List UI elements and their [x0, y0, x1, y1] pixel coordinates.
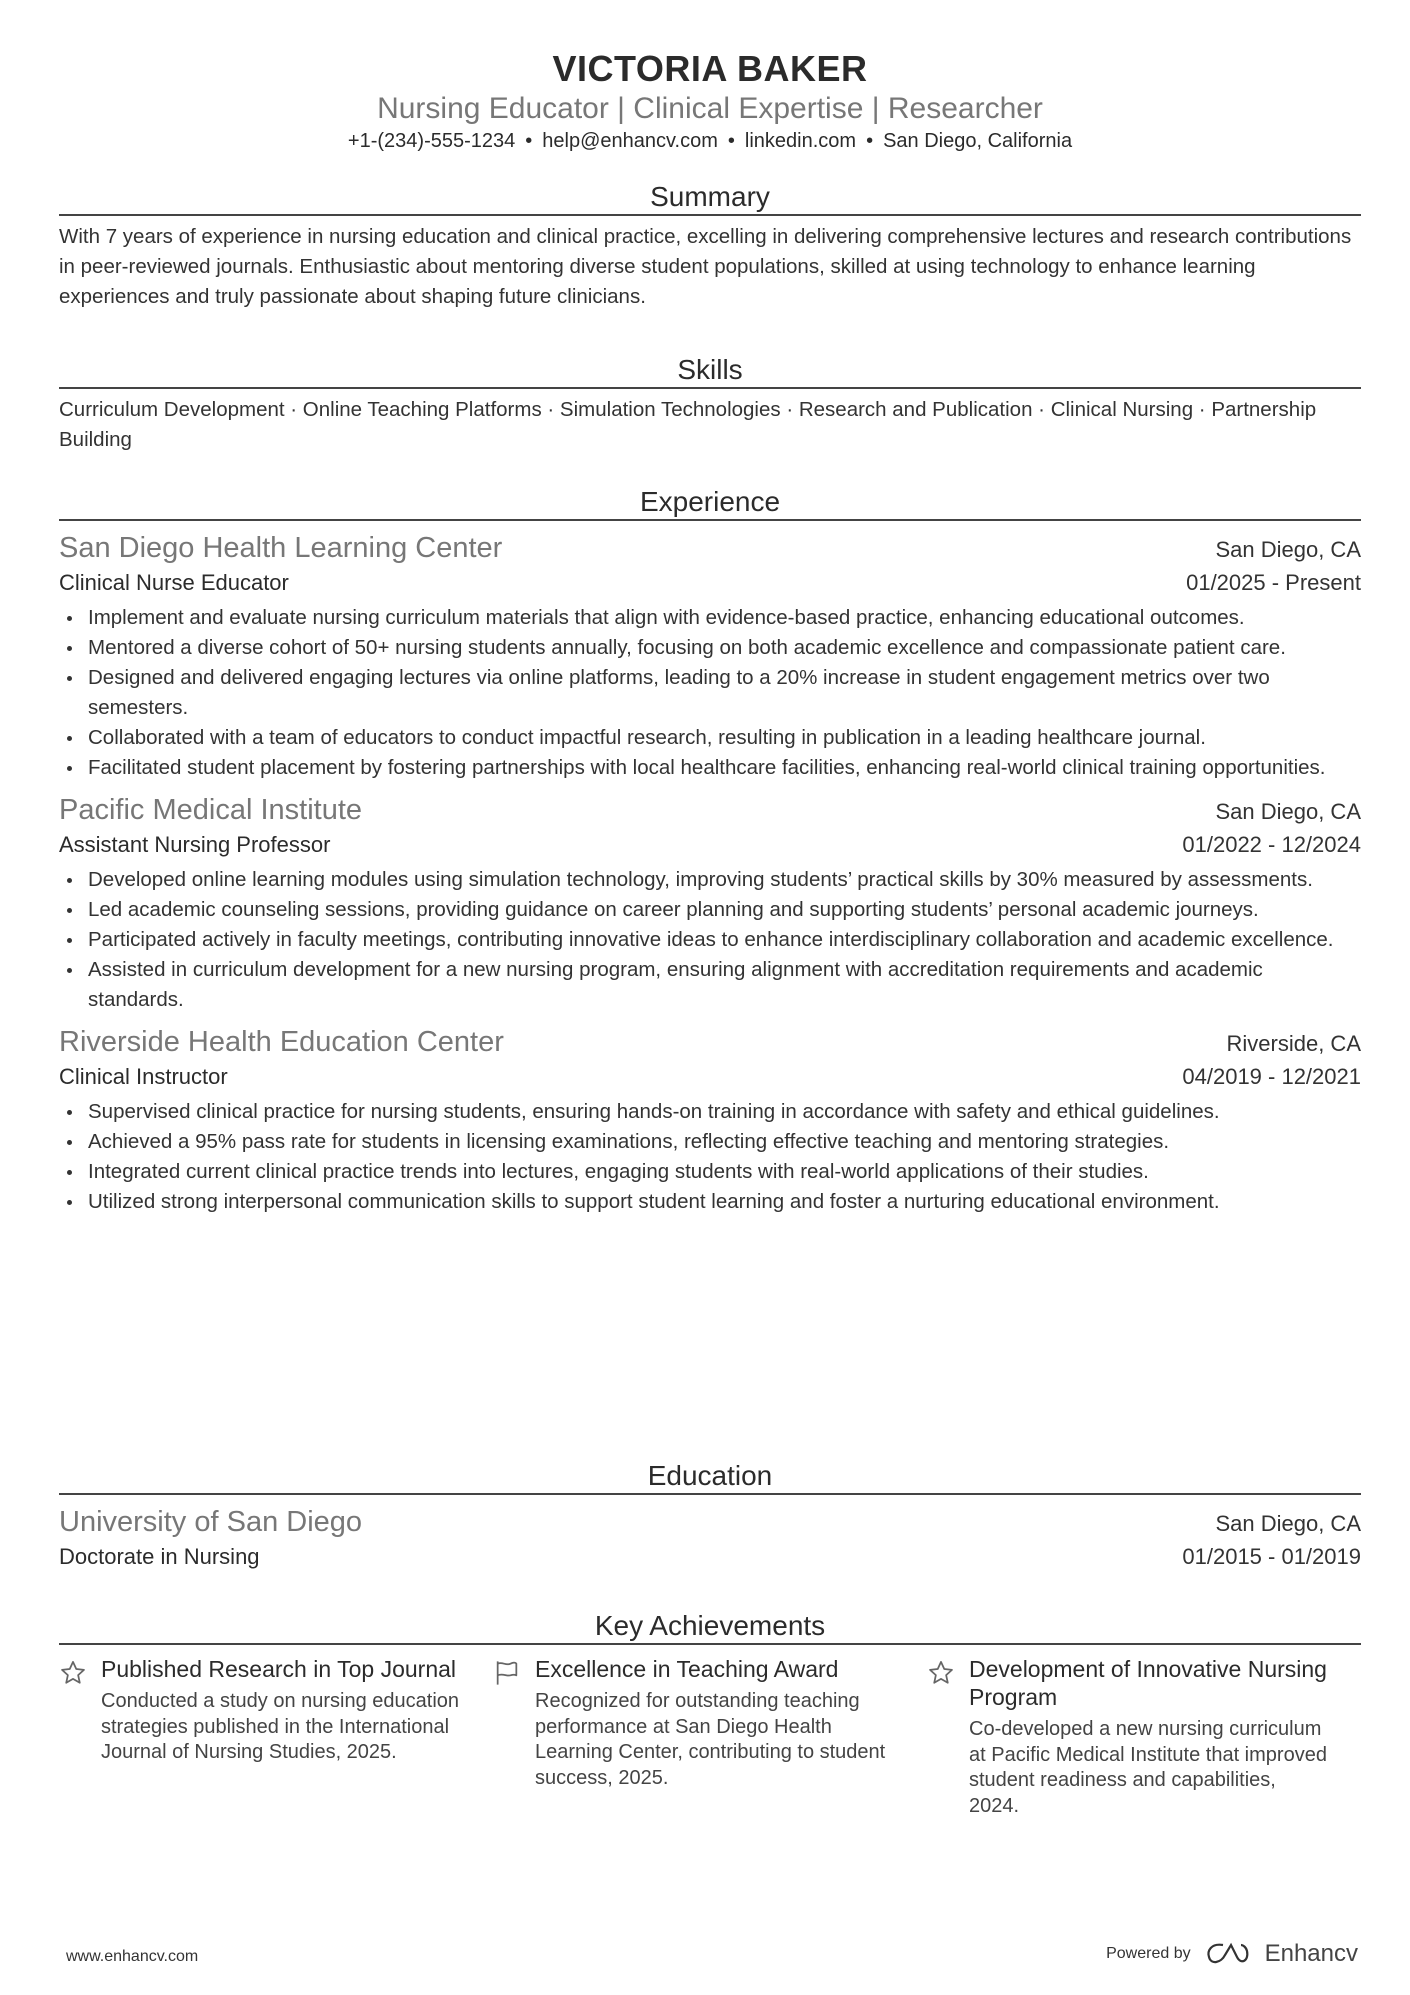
bullet-item: Developed online learning modules using simulation technology, improving students’ practical skills by 30% measured by assessments. [59, 865, 1361, 895]
job-role: Assistant Nursing Professor [59, 832, 331, 857]
school-name: University of San Diego [59, 1506, 363, 1538]
education-entry [59, 1503, 1361, 1573]
bullet-item: Participated actively in faculty meetings, contributing innovative ideas to enhance interdisciplinary collaboration and academic excellence. [59, 925, 1361, 955]
bullet-item: Utilized strong interpersonal communication skills to support student learning and foster a nurturing educational environment. [59, 1187, 1361, 1217]
star-icon [59, 1655, 101, 1819]
company-name: Pacific Medical Institute [59, 794, 363, 826]
footer-branding [1106, 1940, 1358, 1968]
phone: +1-(234)-555-1234 [347, 130, 516, 152]
separator: • [727, 130, 735, 152]
job-entry [59, 529, 1361, 783]
bullet-item: Achieved a 95% pass rate for students in licensing examinations, reflecting effective teaching and mentoring strategies. [59, 1127, 1361, 1157]
company-name: Riverside Health Education Center [59, 1026, 504, 1058]
section-heading: Experience [59, 483, 1361, 521]
job-bullets [59, 865, 1361, 1015]
achievement-description: Recognized for outstanding teaching performance at San Diego Health Learning Center, contributing to student success, 2025. [535, 1690, 886, 1789]
job-entry [59, 1023, 1361, 1217]
company-name: San Diego Health Learning Center [59, 532, 503, 564]
job-location: San Diego, CA [1215, 799, 1361, 824]
job-location: Riverside, CA [1226, 1031, 1361, 1056]
footer-website[interactable]: www.enhancv.com [66, 1948, 199, 1965]
skills-text: Curriculum Development · Online Teaching Platforms · Simulation Technologies · Research and Publication · Clinical Nursing · Partnership Building [59, 398, 1317, 451]
degree: Doctorate in Nursing [59, 1544, 260, 1569]
job-entry [59, 791, 1361, 1015]
job-dates: 04/2019 - 12/2021 [1182, 1064, 1361, 1089]
bullet-item: Facilitated student placement by fostering partnerships with local healthcare facilities, enhancing real-world clinical training opportunities. [59, 753, 1361, 783]
achievement-title: Development of Innovative Nursing Program [969, 1656, 1327, 1710]
job-role: Clinical Nurse Educator [59, 570, 289, 595]
experience-section [59, 483, 1361, 1217]
summary-text: With 7 years of experience in nursing education and clinical practice, excelling in delivering comprehensive lectures and research contributions in peer-reviewed journals. Enthusiastic about mentoring diverse student populations, skilled at using technology to enhance learning experiences and truly passionate about shaping future clinicians. [59, 225, 1352, 308]
school-location: San Diego, CA [1215, 1511, 1361, 1536]
bullet-item: Supervised clinical practice for nursing students, ensuring hands-on training in accordance with safety and ethical guidelines. [59, 1097, 1361, 1127]
section-heading: Skills [59, 351, 1361, 389]
achievement-description: Conducted a study on nursing education strategies published in the International Journal of Nursing Studies, 2025. [101, 1690, 460, 1763]
achievement-item [59, 1655, 493, 1819]
section-heading: Education [59, 1457, 1361, 1495]
job-bullets [59, 1097, 1361, 1217]
brand-name: Enhancv [1264, 1940, 1358, 1967]
achievement-description: Co-developed a new nursing curriculum at Pacific Medical Institute that improved student readiness and capabilities, 2024. [969, 1718, 1327, 1817]
bullet-item: Led academic counseling sessions, providing guidance on career planning and supporting students’ personal academic journeys. [59, 895, 1361, 925]
achievement-title: Excellence in Teaching Award [535, 1656, 839, 1682]
bullet-item: Collaborated with a team of educators to conduct impactful research, resulting in publication in a leading healthcare journal. [59, 723, 1361, 753]
job-bullets [59, 603, 1361, 783]
email[interactable]: help@enhancv.com [542, 130, 718, 152]
skills-section [59, 351, 1361, 455]
achievement-title: Published Research in Top Journal [101, 1656, 457, 1682]
bullet-item: Mentored a diverse cohort of 50+ nursing students annually, focusing on both academic excellence and compassionate patient care. [59, 633, 1361, 663]
job-location: San Diego, CA [1215, 537, 1361, 562]
powered-by-label: Powered by [1106, 1945, 1191, 1962]
section-heading: Key Achievements [59, 1607, 1361, 1645]
achievement-item [927, 1655, 1361, 1819]
achievements-section [59, 1607, 1361, 1819]
candidate-name: VICTORIA BAKER [552, 48, 868, 89]
job-dates: 01/2025 - Present [1186, 570, 1361, 595]
achievement-item [493, 1655, 927, 1819]
enhancv-logo-icon [1205, 1941, 1251, 1967]
contact-info [59, 130, 1361, 153]
candidate-title: Nursing Educator | Clinical Expertise | Researcher [377, 92, 1043, 125]
summary-section [59, 178, 1361, 312]
bullet-item: Implement and evaluate nursing curriculum materials that align with evidence-based practice, enhancing educational outcomes. [59, 603, 1361, 633]
star-icon [927, 1655, 969, 1819]
linkedin[interactable]: linkedin.com [744, 130, 857, 152]
flag-icon [493, 1655, 535, 1819]
job-role: Clinical Instructor [59, 1064, 228, 1089]
education-dates: 01/2015 - 01/2019 [1182, 1544, 1361, 1569]
bullet-item: Designed and delivered engaging lectures via online platforms, leading to a 20% increase in student engagement metrics over two semesters. [59, 663, 1361, 723]
location: San Diego, California [883, 130, 1073, 152]
bullet-item: Integrated current clinical practice trends into lectures, engaging students with real-world applications of their studies. [59, 1157, 1361, 1187]
section-heading: Summary [59, 178, 1361, 216]
bullet-item: Assisted in curriculum development for a new nursing program, ensuring alignment with accreditation requirements and academic standards. [59, 955, 1361, 1015]
separator: • [525, 130, 533, 152]
education-section [59, 1457, 1361, 1573]
job-dates: 01/2022 - 12/2024 [1182, 832, 1361, 857]
separator: • [866, 130, 874, 152]
